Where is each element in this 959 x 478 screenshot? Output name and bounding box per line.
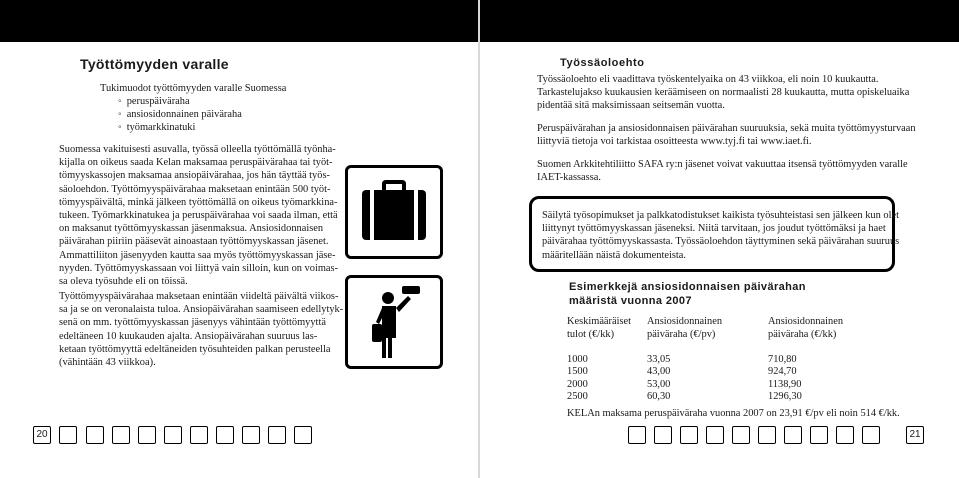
support-types-list [118,95,242,135]
intro-text: Tukimuodot työttömyyden varalle Suomessa [100,83,287,94]
nav-square[interactable] [164,426,182,444]
nav-bottle-icon[interactable] [784,426,802,444]
body-paragraph-2: Työttömyyspäivärahaa maksetaan enintään viideltä päivältä viikos- sa ja se on veronalaista tuloa. Ansiopäivärahan saamiseen edellytyk- senä on mm. työttömyyskassan jäsenyys vähintään työttömyyttä edeltäneen 10 kuukauden ajalta. Ansiopäivärahan suuruus las- ketaan työttömyyttä edeltäneiden työsuhteiden palkan perusteella (vähintään 43 viikkoa). [59,291,344,369]
list-item: ◦ ansiosidonnainen päiväraha [118,108,242,121]
tip-callout [529,196,900,272]
page-title: Työttömyyden varalle [80,56,229,72]
table-header: Ansiosidonnainen päiväraha (€/kk) [768,316,844,340]
callout-text: Säilytä työsopimukset ja palkkatodistukset kaikista työsuhteistasi sen jälkeen kun olet liittynyt työttömyyskassan jäseneksi. Niitä tarvitaan, jos joudut työttömäksi ja haet päivärahaa työttömyyskassasta. Työssäoloehdon täyttyminen sekä päivärahan suuruus määritellään näistä dokumenteista. [542,210,900,261]
nav-square[interactable] [294,426,312,444]
table-row: 2000 53,00 1138,90 [567,378,802,390]
list-item: ◦ peruspäiväraha [118,95,242,108]
footnote: KELAn maksama peruspäiväraha vuonna 2007 on 23,91 €/pv eli noin 514 €/kk. [567,408,900,419]
nav-square[interactable] [706,426,724,444]
table-row: 1000 33,05 710,80 [567,353,797,365]
section-title: Työssäoloehto [560,57,645,69]
table-row: 1500 43,00 924,70 [567,366,797,377]
nav-hand-icon[interactable] [190,426,208,444]
nav-square[interactable] [59,426,77,444]
nav-square[interactable] [216,426,234,444]
nav-square[interactable] [862,426,880,444]
right-paragraph-2: Peruspäivärahan ja ansiosidonnaisen päivärahan suuruuksia, sekä muita työttömyysturvaan liittyviä tietoja voi tarkistaa osoitteesta www.tyj.fi tai www.iaet.fi. [537,123,916,148]
body-paragraph-1: Suomessa vakituisesti asuvalla, työssä olleella työttömällä työnha- kijalla on oikeus saada Kelan maksamaa peruspäivärahaa tai työt- tömyyskassojen maksamaa ansiopäivärahaa, jos hän täyttää työs- säoloehdon. Työttömyyspäivärahaa maksetaan enintään 500 työt- tömyyspäivältä, minkä jälkeen työttömällä on oikeus työmarkkina- tukeen. Työmarkkinatukea ja peruspäivärahaa voi saada ilman, että on maksanut työttömyyskassan jäsenmaksua. Ansiosidonnaisen päivärahan piiriin pääsevät ainoastaan työttömyyskassan jäsenet. Ammattiliiton jäsenyyden kautta saa myös työttömyyskassan jäse- nyyden. Työttömyyskassaan voi liittyä vain silloin, kun on voimas- sa oleva työsuhde eli on töissä. [59,144,339,288]
page-number: 21 [906,426,924,444]
table-header-row [567,316,878,341]
nav-worker-icon[interactable] [112,426,130,444]
nav-square[interactable] [680,426,698,444]
nav-square[interactable] [654,426,672,444]
nav-square[interactable] [628,426,646,444]
nav-square[interactable] [86,426,104,444]
right-paragraph-3: Suomen Arkkitehtiliitto SAFA ry:n jäsenet voivat vakuuttaa itsensä työttömyyden varalle IAET-kassassa. [537,159,908,184]
nav-chat-icon[interactable] [138,426,156,444]
page-number: 20 [33,426,51,444]
table-header: Keskimääräiset tulot (€/kk) [567,316,632,340]
example-title: Esimerkkejä ansiosidonnaisen päivärahan määristä vuonna 2007 [569,281,806,307]
briefcase-icon [345,165,443,259]
table-header: Ansiosidonnainen päiväraha (€/pv) [647,316,723,340]
right-paragraph-1: Työssäoloehto eli vaadittava työskentelyaika on 43 viikkoa, eli noin 10 kuukautta. Tarkastelujakso kuukausien keräämiseen on normaalisti 28 kuukautta, mutta opiskeluaika pidentää sitä maksimissaan seitsemän vuotta. [537,74,910,112]
right-top-bar [480,0,959,42]
painter-worker-icon [345,275,443,369]
nav-square[interactable] [242,426,260,444]
nav-arrow-icon[interactable] [810,426,828,444]
left-page [0,0,479,478]
left-top-bar [0,0,479,42]
nav-square[interactable] [836,426,854,444]
list-item: ◦ työmarkkinatuki [118,121,242,134]
nav-square[interactable] [732,426,750,444]
benefit-table [567,316,878,404]
right-page [480,0,959,478]
nav-square[interactable] [268,426,286,444]
nav-bus-icon[interactable] [758,426,776,444]
table-row: 2500 60,30 1296,30 [567,391,802,402]
